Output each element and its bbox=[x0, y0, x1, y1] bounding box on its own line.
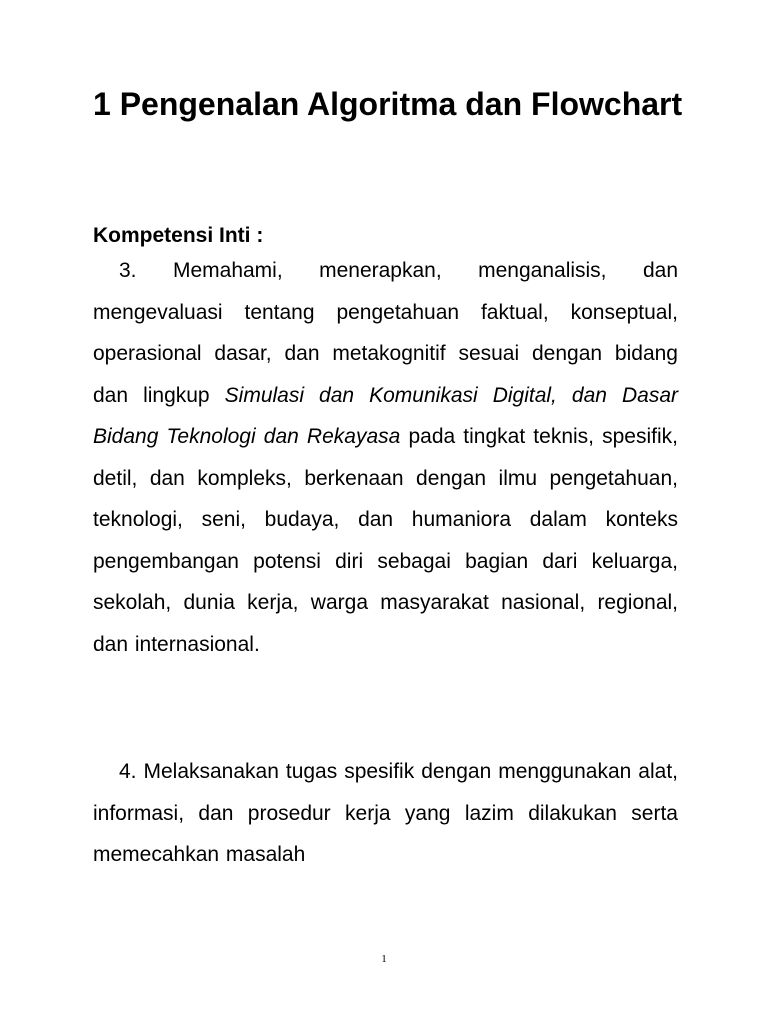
item-text: Memahami, menerapkan, menganalisis, dan mengevaluasi tentang pengetahuan faktual, konseptual, operasional dasar, dan metakognitif sesuai dengan bidang dan lingkup bbox=[93, 259, 678, 407]
page-number: 1 bbox=[381, 953, 387, 965]
item-text-italic: Simulasi dan Komunikasi Digital, dan Dasar Bidang Teknologi dan Rekayasa bbox=[93, 383, 678, 448]
item-number: 3. bbox=[119, 259, 137, 282]
item-number: 4. bbox=[119, 760, 137, 783]
competency-item-4 bbox=[93, 751, 678, 876]
section-heading: Kompetensi Inti : bbox=[93, 224, 264, 247]
competency-item-3 bbox=[93, 250, 678, 665]
item-text-continued: pada tingkat teknis, spesifik, detil, dan kompleks, berkenaan dengan ilmu pengetahuan, teknologi, seni, budaya, dan humaniora dalam konteks pengembangan potensi diri sebagai bagian dari keluarga, sekolah, dunia kerja, warga masyarakat nasional, regional, dan internasional. bbox=[93, 425, 678, 656]
page-title: 1 Pengenalan Algoritma dan Flowchart bbox=[93, 86, 683, 122]
item-text: Melaksanakan tugas spesifik dengan menggunakan alat, informasi, dan prosedur kerja yang lazim dilakukan serta memecahkan masalah bbox=[93, 760, 678, 866]
